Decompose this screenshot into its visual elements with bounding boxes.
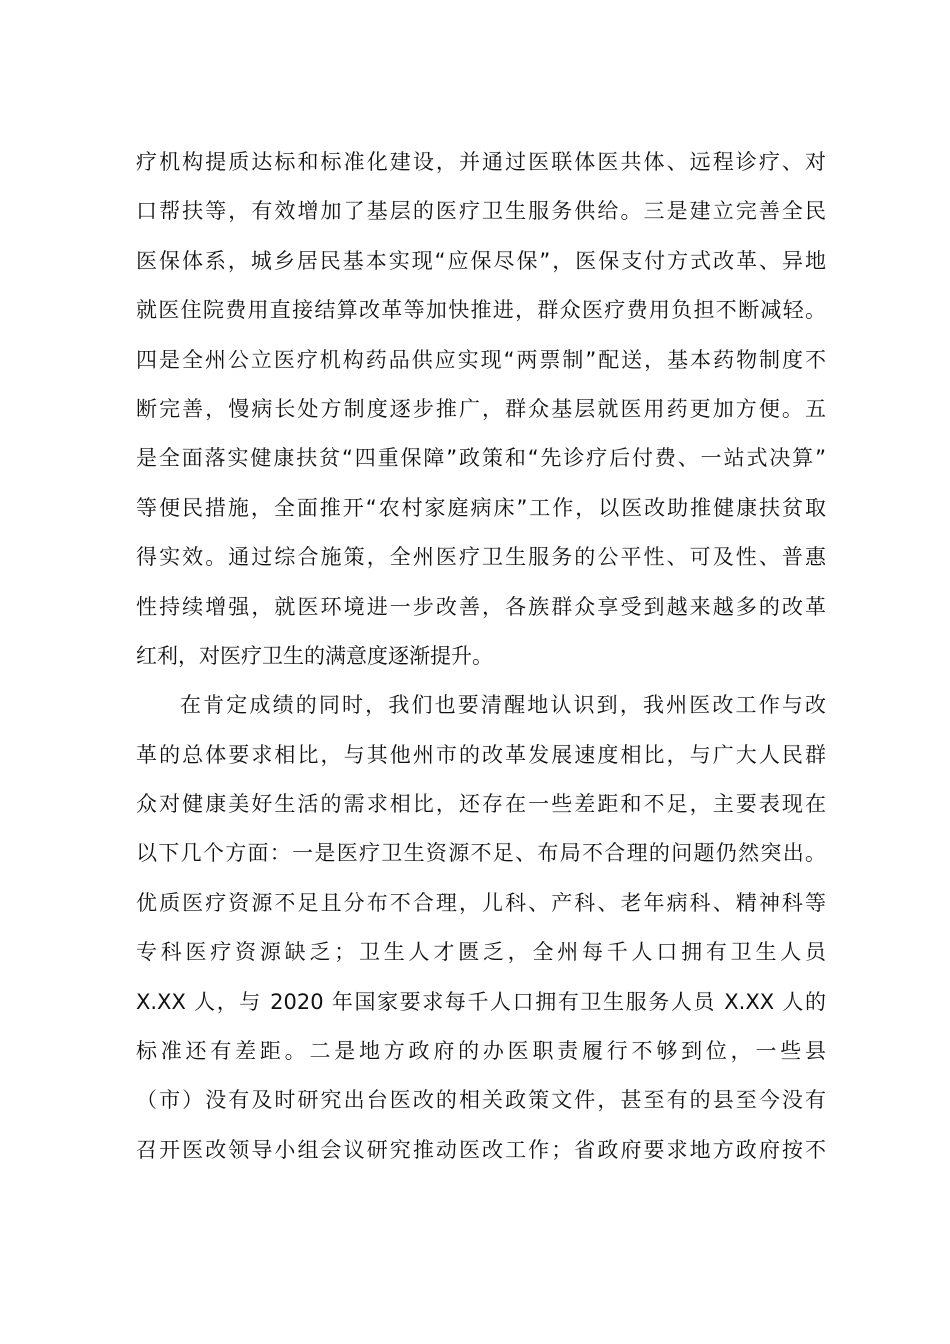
text-line: 召开医改领导小组会议研究推动医改工作；省政府要求地方政府按不: [136, 1137, 826, 1162]
text-line: 断完善，慢病长处方制度逐步推广，群众基层就医用药更加方便。五: [136, 396, 826, 421]
text-line: 疗机构提质达标和标准化建设，并通过医联体医共体、远程诊疗、对: [136, 150, 826, 174]
text-line: 四是全州公立医疗机构药品供应实现“两票制”配送，基本药物制度不: [136, 347, 826, 372]
text-line: 口帮扶等，有效增加了基层的医疗卫生服务供给。三是建立完善全民: [136, 199, 826, 224]
text-line: 专科医疗资源缺乏；卫生人才匮乏，全州每千人口拥有卫生人员: [136, 940, 826, 965]
body-text: [136, 138, 826, 1175]
text-line: （市）没有及时研究出台医改的相关政策文件，甚至有的县至今没有: [136, 1088, 826, 1113]
text-line: 等便民措施，全面推开“农村家庭病床”工作，以医改助推健康扶贫取: [136, 495, 826, 520]
text-line: 优质医疗资源不足且分布不合理，儿科、产科、老年病科、精神科等: [136, 890, 826, 915]
paragraph-end-line: 红利，对医疗卫生的满意度逐渐提升。: [136, 643, 493, 668]
text-line: 众对健康美好生活的需求相比，还存在一些差距和不足，主要表现在: [136, 792, 826, 817]
text-line: 就医住院费用直接结算改革等加快推进，群众医疗费用负担不断减轻。: [136, 298, 826, 323]
text-line: 性持续增强，就医环境进一步改善，各族群众享受到越来越多的改革: [136, 594, 826, 619]
text-line: X.XX 人，与 2020 年国家要求每千人口拥有卫生服务人员 X.XX 人的: [136, 989, 826, 1014]
text-line: 标准还有差距。二是地方政府的办医职责履行不够到位，一些县: [136, 1039, 826, 1064]
paragraph-start-line: 在肯定成绩的同时，我们也要清醒地认识到，我州医改工作与改: [180, 693, 826, 718]
text-line: 以下几个方面：一是医疗卫生资源不足、布局不合理的问题仍然突出。: [136, 841, 826, 866]
text-line: 是全面落实健康扶贫“四重保障”政策和“先诊疗后付费、一站式决算”: [136, 446, 826, 471]
text-line: 革的总体要求相比，与其他州市的改革发展速度相比，与广大人民群: [136, 742, 826, 767]
text-line: 得实效。通过综合施策，全州医疗卫生服务的公平性、可及性、普惠: [136, 545, 826, 570]
text-line: 医保体系，城乡居民基本实现“应保尽保”，医保支付方式改革、异地: [136, 248, 826, 273]
